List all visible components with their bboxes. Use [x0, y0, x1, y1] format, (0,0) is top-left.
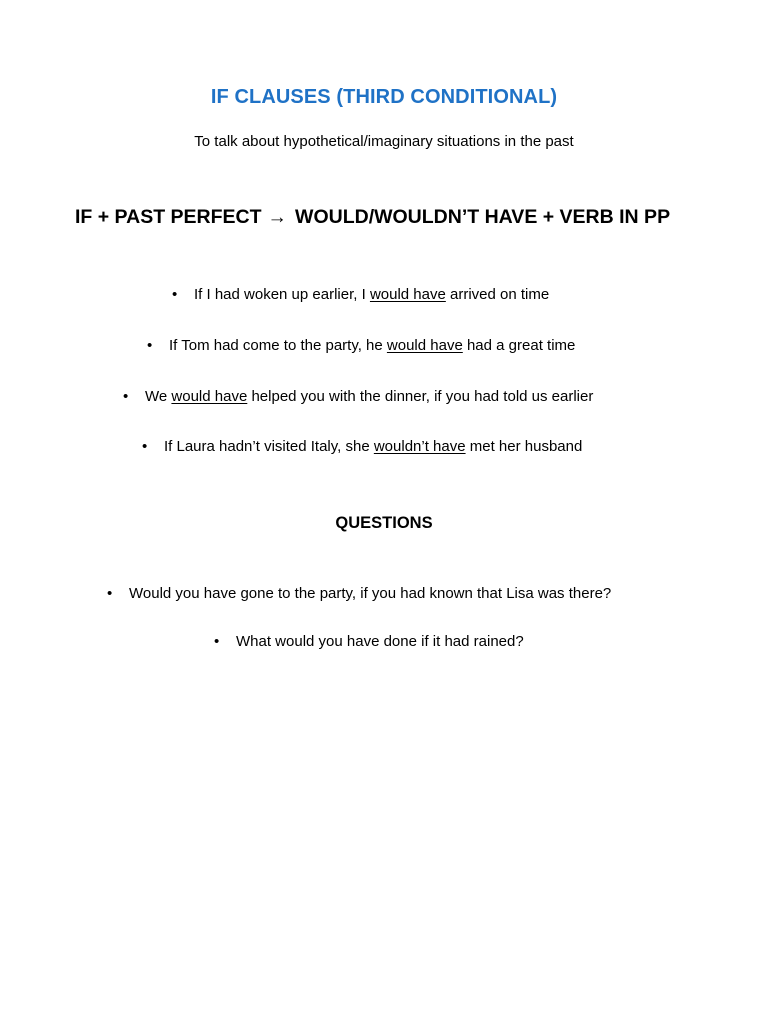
example-underlined-phrase: would have — [369, 286, 446, 303]
example-underlined-phrase: would have — [171, 388, 248, 405]
question-item-1 — [107, 585, 611, 602]
questions-heading: QUESTIONS — [335, 514, 433, 532]
bullet-icon: • — [123, 388, 129, 405]
example-item-3 — [123, 388, 593, 405]
example-text-after: helped you with the dinner, if you had told us earlier — [247, 388, 594, 405]
example-text-before: We — [145, 388, 172, 405]
bullet-icon: • — [172, 286, 178, 303]
right-arrow-icon: → — [267, 206, 288, 228]
question-text: Would you have gone to the party, if you had known that Lisa was there? — [129, 585, 612, 602]
example-text-before: If Tom had come to the party, he — [169, 337, 387, 354]
formula-result-part: WOULD/WOULDN’T HAVE + VERB IN PP — [295, 206, 671, 228]
page-subtitle: To talk about hypothetical/imaginary situations in the past — [194, 133, 574, 150]
example-text-after: met her husband — [465, 438, 583, 455]
page-title: IF CLAUSES (THIRD CONDITIONAL) — [210, 86, 558, 108]
example-item-1 — [172, 286, 549, 303]
bullet-icon: • — [142, 438, 148, 455]
bullet-icon: • — [214, 633, 220, 650]
bullet-icon: • — [107, 585, 113, 602]
grammar-formula — [75, 206, 670, 229]
example-underlined-phrase: wouldn’t have — [373, 438, 466, 455]
question-text: What would you have done if it had rained? — [236, 633, 524, 650]
example-item-4 — [142, 438, 582, 455]
question-item-2 — [214, 633, 524, 650]
example-underlined-phrase: would have — [386, 337, 463, 354]
formula-if-part: IF + PAST PERFECT — [75, 206, 262, 228]
example-text-before: If I had woken up earlier, I — [194, 286, 370, 303]
example-text-before: If Laura hadn’t visited Italy, she — [164, 438, 374, 455]
bullet-icon: • — [147, 337, 153, 354]
example-text-after: had a great time — [462, 337, 576, 354]
example-text-after: arrived on time — [445, 286, 550, 303]
example-item-2 — [147, 337, 575, 354]
